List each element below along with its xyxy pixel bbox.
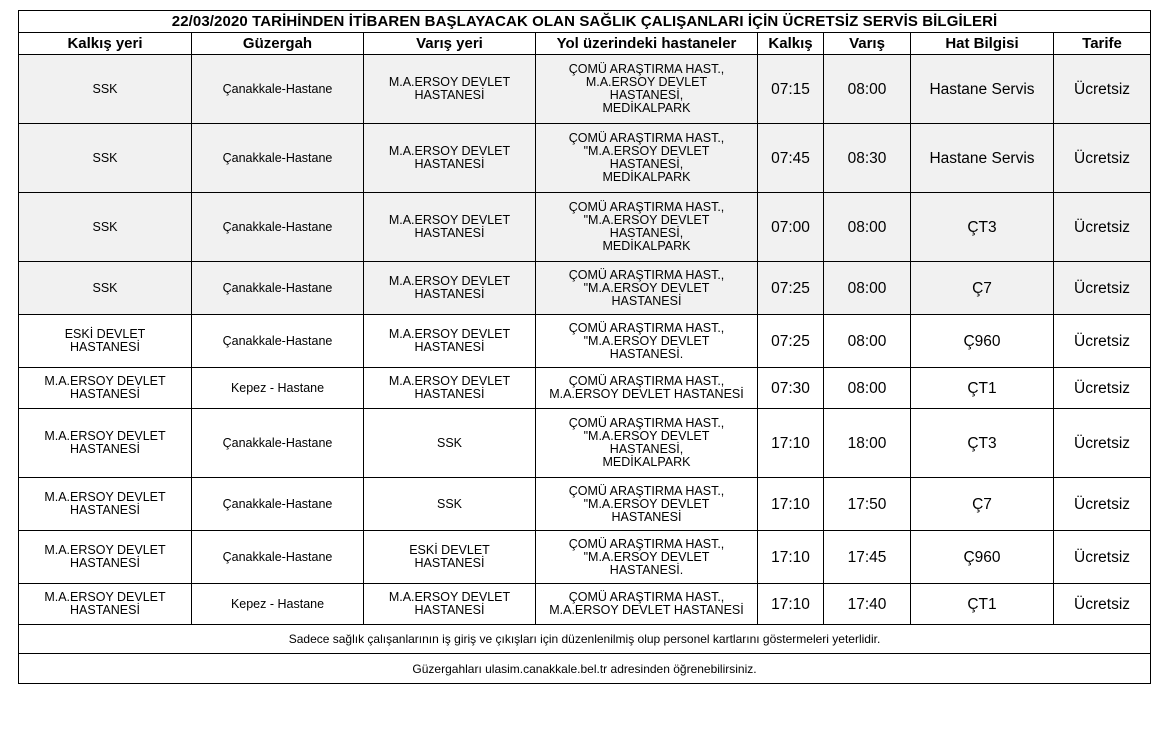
cell-line: ÇOMÜ ARAŞTIRMA HAST., bbox=[568, 62, 725, 76]
cell-line: HASTANESİ, bbox=[609, 157, 684, 171]
cell-line: HASTANESİ. bbox=[609, 562, 684, 577]
cell-line: MEDİKALPARK bbox=[602, 101, 691, 115]
cell-line: M.A.ERSOY DEVLET bbox=[388, 144, 511, 158]
cell-tarife: Ücretsiz bbox=[1054, 193, 1151, 262]
cell-kalkis-yeri bbox=[19, 55, 192, 124]
note-staff-card: Sadece sağlık çalışanlarının iş giriş ve çıkışları için düzenlenilmiş olup personel kartlarını göstermeleri yeterlidir. bbox=[19, 625, 1151, 654]
cell-line: MEDİKALPARK bbox=[602, 455, 691, 469]
cell-line: M.A.ERSOY DEVLET bbox=[388, 327, 511, 341]
cell-line: SSK bbox=[92, 219, 118, 234]
cell-line: HASTANESİ bbox=[70, 442, 140, 456]
cell-line: ÇOMÜ ARAŞTIRMA HAST., bbox=[568, 536, 725, 551]
cell-line: ESKİ DEVLET bbox=[409, 543, 490, 557]
cell-line: "M.A.ERSOY DEVLET bbox=[583, 429, 710, 443]
cell-line: HASTANESİ bbox=[70, 340, 140, 354]
cell-varis-time: 17:50 bbox=[824, 478, 911, 531]
header-guzergah: Güzergah bbox=[192, 33, 364, 55]
cell-guzergah: Çanakkale-Hastane bbox=[192, 531, 364, 584]
cell-line: HASTANESİ bbox=[611, 293, 682, 308]
cell-line: MEDİKALPARK bbox=[602, 239, 691, 253]
cell-kalkis-time: 17:10 bbox=[758, 531, 824, 584]
cell-tarife: Ücretsiz bbox=[1054, 584, 1151, 625]
cell-yol-hastaneler bbox=[536, 193, 758, 262]
header-varis-yeri: Varış yeri bbox=[364, 33, 536, 55]
cell-line: ÇOMÜ ARAŞTIRMA HAST., bbox=[568, 590, 725, 604]
note-routes-website: Güzergahları ulasim.canakkale.bel.tr adresinden öğrenebilirsiniz. bbox=[19, 654, 1151, 684]
cell-kalkis-yeri bbox=[19, 531, 192, 584]
cell-varis-time: 17:45 bbox=[824, 531, 911, 584]
table-row bbox=[19, 124, 1151, 193]
cell-tarife: Ücretsiz bbox=[1054, 478, 1151, 531]
cell-line: SSK bbox=[92, 280, 118, 295]
cell-guzergah: Çanakkale-Hastane bbox=[192, 478, 364, 531]
cell-line: M.A.ERSOY DEVLET bbox=[44, 543, 166, 557]
cell-kalkis-time: 07:45 bbox=[758, 124, 824, 193]
cell-line: SSK bbox=[436, 496, 462, 511]
cell-line: ÇOMÜ ARAŞTIRMA HAST., bbox=[568, 483, 725, 498]
table-row bbox=[19, 193, 1151, 262]
cell-tarife: Ücretsiz bbox=[1054, 368, 1151, 409]
cell-kalkis-yeri bbox=[19, 584, 192, 625]
cell-line: M.A.ERSOY DEVLET bbox=[388, 590, 511, 604]
cell-line: HASTANESİ, bbox=[609, 442, 684, 456]
cell-yol-hastaneler bbox=[536, 409, 758, 478]
header-tarife: Tarife bbox=[1054, 33, 1151, 55]
cell-line: ÇOMÜ ARAŞTIRMA HAST., bbox=[568, 131, 725, 145]
cell-line: HASTANESİ bbox=[70, 387, 140, 401]
cell-varis-yeri bbox=[364, 478, 536, 531]
cell-line: HASTANESİ bbox=[414, 287, 485, 301]
cell-varis-yeri bbox=[364, 584, 536, 625]
table-row bbox=[19, 55, 1151, 124]
cell-line: ESKİ DEVLET bbox=[64, 327, 146, 341]
cell-varis-yeri bbox=[364, 368, 536, 409]
table-row bbox=[19, 531, 1151, 584]
cell-kalkis-yeri bbox=[19, 124, 192, 193]
cell-line: HASTANESİ bbox=[414, 88, 485, 102]
cell-kalkis-time: 17:10 bbox=[758, 584, 824, 625]
cell-line: HASTANESİ bbox=[414, 226, 485, 240]
cell-guzergah: Çanakkale-Hastane bbox=[192, 409, 364, 478]
cell-hat-bilgisi: Ç7 bbox=[911, 262, 1054, 315]
cell-hat-bilgisi: Hastane Servis bbox=[911, 124, 1054, 193]
schedule-body bbox=[19, 55, 1151, 625]
cell-varis-yeri bbox=[364, 315, 536, 368]
cell-line: HASTANESİ bbox=[70, 503, 140, 517]
header-varis: Varış bbox=[824, 33, 911, 55]
cell-varis-time: 08:00 bbox=[824, 193, 911, 262]
cell-varis-yeri bbox=[364, 124, 536, 193]
cell-guzergah: Kepez - Hastane bbox=[192, 368, 364, 409]
cell-line: M.A.ERSOY DEVLET bbox=[585, 75, 708, 89]
cell-line: ÇOMÜ ARAŞTIRMA HAST., bbox=[568, 416, 725, 430]
cell-kalkis-yeri bbox=[19, 315, 192, 368]
cell-line: M.A.ERSOY DEVLET HASTANESİ bbox=[549, 603, 744, 617]
cell-line: "M.A.ERSOY DEVLET bbox=[583, 144, 710, 158]
cell-tarife: Ücretsiz bbox=[1054, 262, 1151, 315]
cell-guzergah: Çanakkale-Hastane bbox=[192, 193, 364, 262]
cell-varis-yeri bbox=[364, 409, 536, 478]
table-row bbox=[19, 478, 1151, 531]
cell-yol-hastaneler bbox=[536, 478, 758, 531]
cell-line: M.A.ERSOY DEVLET bbox=[388, 374, 511, 388]
cell-line: M.A.ERSOY DEVLET bbox=[44, 374, 166, 388]
cell-kalkis-time: 07:00 bbox=[758, 193, 824, 262]
cell-varis-time: 08:30 bbox=[824, 124, 911, 193]
cell-varis-time: 17:40 bbox=[824, 584, 911, 625]
cell-kalkis-yeri bbox=[19, 193, 192, 262]
cell-kalkis-yeri bbox=[19, 368, 192, 409]
cell-hat-bilgisi: Ç960 bbox=[911, 531, 1054, 584]
cell-kalkis-time: 07:25 bbox=[758, 262, 824, 315]
cell-varis-time: 18:00 bbox=[824, 409, 911, 478]
cell-line: M.A.ERSOY DEVLET bbox=[388, 213, 511, 227]
cell-kalkis-yeri bbox=[19, 262, 192, 315]
cell-line: HASTANESİ, bbox=[609, 88, 684, 102]
cell-line: M.A.ERSOY DEVLET bbox=[388, 274, 511, 288]
cell-line: ÇOMÜ ARAŞTIRMA HAST., bbox=[568, 374, 725, 388]
cell-guzergah: Çanakkale-Hastane bbox=[192, 262, 364, 315]
cell-line: SSK bbox=[436, 435, 462, 450]
schedule-document bbox=[18, 10, 1150, 684]
cell-line: "M.A.ERSOY DEVLET bbox=[583, 213, 710, 227]
cell-yol-hastaneler bbox=[536, 315, 758, 368]
cell-guzergah: Kepez - Hastane bbox=[192, 584, 364, 625]
cell-line: ÇOMÜ ARAŞTIRMA HAST., bbox=[568, 267, 725, 282]
cell-yol-hastaneler bbox=[536, 584, 758, 625]
cell-hat-bilgisi: Ç7 bbox=[911, 478, 1054, 531]
cell-line: HASTANESİ, bbox=[609, 226, 684, 240]
cell-line: M.A.ERSOY DEVLET HASTANESİ bbox=[549, 387, 744, 401]
cell-line: HASTANESİ bbox=[414, 157, 485, 171]
cell-tarife: Ücretsiz bbox=[1054, 55, 1151, 124]
cell-line: HASTANESİ bbox=[70, 556, 140, 570]
cell-varis-time: 08:00 bbox=[824, 315, 911, 368]
cell-line: M.A.ERSOY DEVLET bbox=[44, 490, 166, 504]
cell-kalkis-yeri bbox=[19, 409, 192, 478]
cell-kalkis-time: 07:15 bbox=[758, 55, 824, 124]
cell-line: HASTANESİ. bbox=[609, 346, 684, 361]
cell-hat-bilgisi: ÇT3 bbox=[911, 409, 1054, 478]
cell-tarife: Ücretsiz bbox=[1054, 124, 1151, 193]
cell-line: "M.A.ERSOY DEVLET bbox=[583, 496, 710, 511]
cell-hat-bilgisi: Hastane Servis bbox=[911, 55, 1054, 124]
header-kalkis: Kalkış bbox=[758, 33, 824, 55]
header-yol-hastaneler: Yol üzerindeki hastaneler bbox=[536, 33, 758, 55]
cell-kalkis-yeri bbox=[19, 478, 192, 531]
cell-line: M.A.ERSOY DEVLET bbox=[388, 75, 511, 89]
cell-yol-hastaneler bbox=[536, 368, 758, 409]
cell-varis-time: 08:00 bbox=[824, 368, 911, 409]
cell-line: HASTANESİ bbox=[414, 340, 485, 354]
cell-yol-hastaneler bbox=[536, 262, 758, 315]
cell-line: HASTANESİ bbox=[414, 387, 485, 401]
cell-yol-hastaneler bbox=[536, 55, 758, 124]
cell-tarife: Ücretsiz bbox=[1054, 531, 1151, 584]
cell-varis-time: 08:00 bbox=[824, 262, 911, 315]
cell-tarife: Ücretsiz bbox=[1054, 315, 1151, 368]
table-row bbox=[19, 409, 1151, 478]
cell-guzergah: Çanakkale-Hastane bbox=[192, 315, 364, 368]
cell-varis-yeri bbox=[364, 193, 536, 262]
cell-hat-bilgisi: ÇT3 bbox=[911, 193, 1054, 262]
cell-varis-yeri bbox=[364, 262, 536, 315]
cell-line: ÇOMÜ ARAŞTIRMA HAST., bbox=[568, 320, 725, 335]
cell-varis-time: 08:00 bbox=[824, 55, 911, 124]
cell-tarife: Ücretsiz bbox=[1054, 409, 1151, 478]
cell-guzergah: Çanakkale-Hastane bbox=[192, 55, 364, 124]
cell-kalkis-time: 07:25 bbox=[758, 315, 824, 368]
cell-line: MEDİKALPARK bbox=[602, 170, 691, 184]
cell-kalkis-time: 07:30 bbox=[758, 368, 824, 409]
cell-hat-bilgisi: Ç960 bbox=[911, 315, 1054, 368]
cell-line: "M.A.ERSOY DEVLET bbox=[583, 333, 710, 348]
cell-line: HASTANESİ bbox=[611, 509, 682, 524]
cell-line: M.A.ERSOY DEVLET bbox=[44, 590, 166, 604]
table-row bbox=[19, 584, 1151, 625]
header-kalkis-yeri: Kalkış yeri bbox=[19, 33, 192, 55]
table-row bbox=[19, 262, 1151, 315]
cell-yol-hastaneler bbox=[536, 124, 758, 193]
cell-line: M.A.ERSOY DEVLET bbox=[44, 429, 166, 443]
cell-line: "M.A.ERSOY DEVLET bbox=[583, 549, 710, 564]
cell-kalkis-time: 17:10 bbox=[758, 478, 824, 531]
title-row bbox=[19, 11, 1151, 33]
cell-kalkis-time: 17:10 bbox=[758, 409, 824, 478]
cell-line: SSK bbox=[92, 150, 118, 165]
header-row bbox=[19, 33, 1151, 55]
cell-line: HASTANESİ bbox=[414, 603, 485, 617]
table-row bbox=[19, 315, 1151, 368]
schedule-table bbox=[18, 10, 1151, 684]
cell-yol-hastaneler bbox=[536, 531, 758, 584]
cell-guzergah: Çanakkale-Hastane bbox=[192, 124, 364, 193]
note-row-2 bbox=[19, 654, 1151, 684]
cell-line: HASTANESİ bbox=[70, 603, 140, 617]
note-row-1 bbox=[19, 625, 1151, 654]
page-title: 22/03/2020 TARİHİNDEN İTİBAREN BAŞLAYACAK OLAN SAĞLIK ÇALIŞANLARI İÇİN ÜCRETSİZ SERVİS BİLGİLERİ bbox=[19, 11, 1151, 33]
cell-line: "M.A.ERSOY DEVLET bbox=[583, 280, 710, 295]
cell-hat-bilgisi: ÇT1 bbox=[911, 584, 1054, 625]
cell-line: SSK bbox=[92, 81, 118, 96]
cell-varis-yeri bbox=[364, 531, 536, 584]
cell-line: ÇOMÜ ARAŞTIRMA HAST., bbox=[568, 200, 725, 214]
header-hat-bilgisi: Hat Bilgisi bbox=[911, 33, 1054, 55]
cell-line: HASTANESİ bbox=[414, 556, 485, 570]
cell-hat-bilgisi: ÇT1 bbox=[911, 368, 1054, 409]
cell-varis-yeri bbox=[364, 55, 536, 124]
table-row bbox=[19, 368, 1151, 409]
